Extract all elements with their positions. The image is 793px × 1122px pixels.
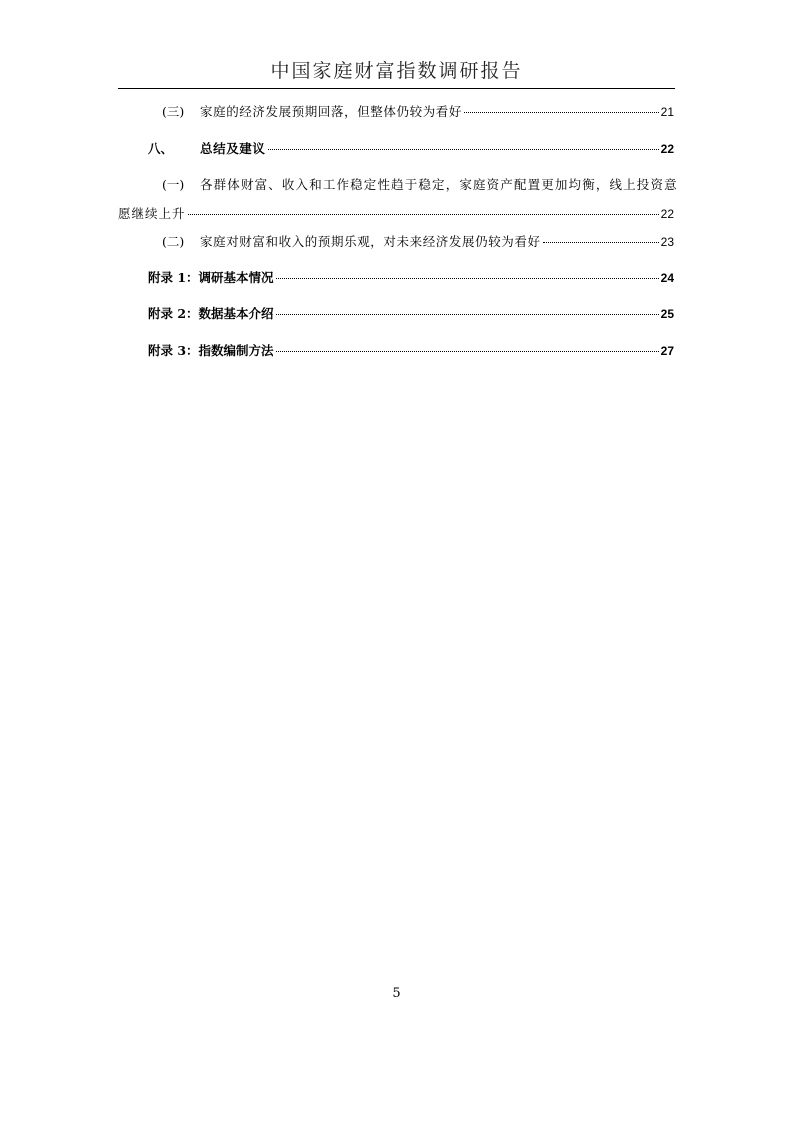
toc-entry-page: 24 [660,271,674,285]
toc-entry-label: 附录 1：调研基本情况 [148,270,274,285]
toc-entry-label: 附录 3：指数编制方法 [148,343,274,358]
toc-entry-number: 八、 [148,141,174,156]
toc-entry-page: 21 [660,105,674,119]
toc-entry-page: 27 [660,344,674,358]
toc-entry-8[interactable] [148,139,674,157]
toc-leader-dots [464,112,659,113]
toc-entry-number: (二) [162,234,185,249]
toc-entry-appendix-2[interactable] [148,304,674,322]
toc-entry-page: 23 [660,235,674,249]
running-header-title: 中国家庭财富指数调研报告 [270,60,523,82]
toc-entry-8-1-line1[interactable] [162,175,678,193]
toc-leader-dots [188,214,659,215]
toc-entry-label-continued: 愿继续上升 [118,206,186,221]
toc-entry-page: 22 [660,207,674,221]
toc-entry-page: 25 [660,307,674,321]
toc-leader-dots [276,278,659,279]
header-rule [118,88,675,89]
toc-leader-dots [268,149,659,150]
page-number: 5 [392,986,401,1001]
toc-entry-number: (三) [162,104,185,119]
toc-entry-page: 22 [660,142,674,156]
toc-entry-8-1-line2[interactable] [118,204,674,222]
toc-entry-label: 附录 2：数据基本介绍 [148,306,274,321]
toc-leader-dots [276,351,659,352]
toc-leader-dots [543,242,659,243]
toc-entry-label: 家庭的经济发展预期回落，但整体仍较为看好 [200,104,463,119]
toc-entry-label: 各群体财富、收入和工作稳定性趋于稳定，家庭资产配置更加均衡，线上投资意 [200,177,678,192]
toc-entry-label: 总结及建议 [200,141,266,156]
toc-leader-dots [276,314,659,315]
toc-entry-8-2[interactable] [162,232,674,250]
toc-entry-number: (一) [162,177,185,192]
toc-entry-7-3[interactable] [162,102,674,120]
toc-entry-appendix-1[interactable] [148,268,674,286]
toc-entry-appendix-3[interactable] [148,341,674,359]
toc-entry-label: 家庭对财富和收入的预期乐观，对未来经济发展仍较为看好 [200,234,541,249]
